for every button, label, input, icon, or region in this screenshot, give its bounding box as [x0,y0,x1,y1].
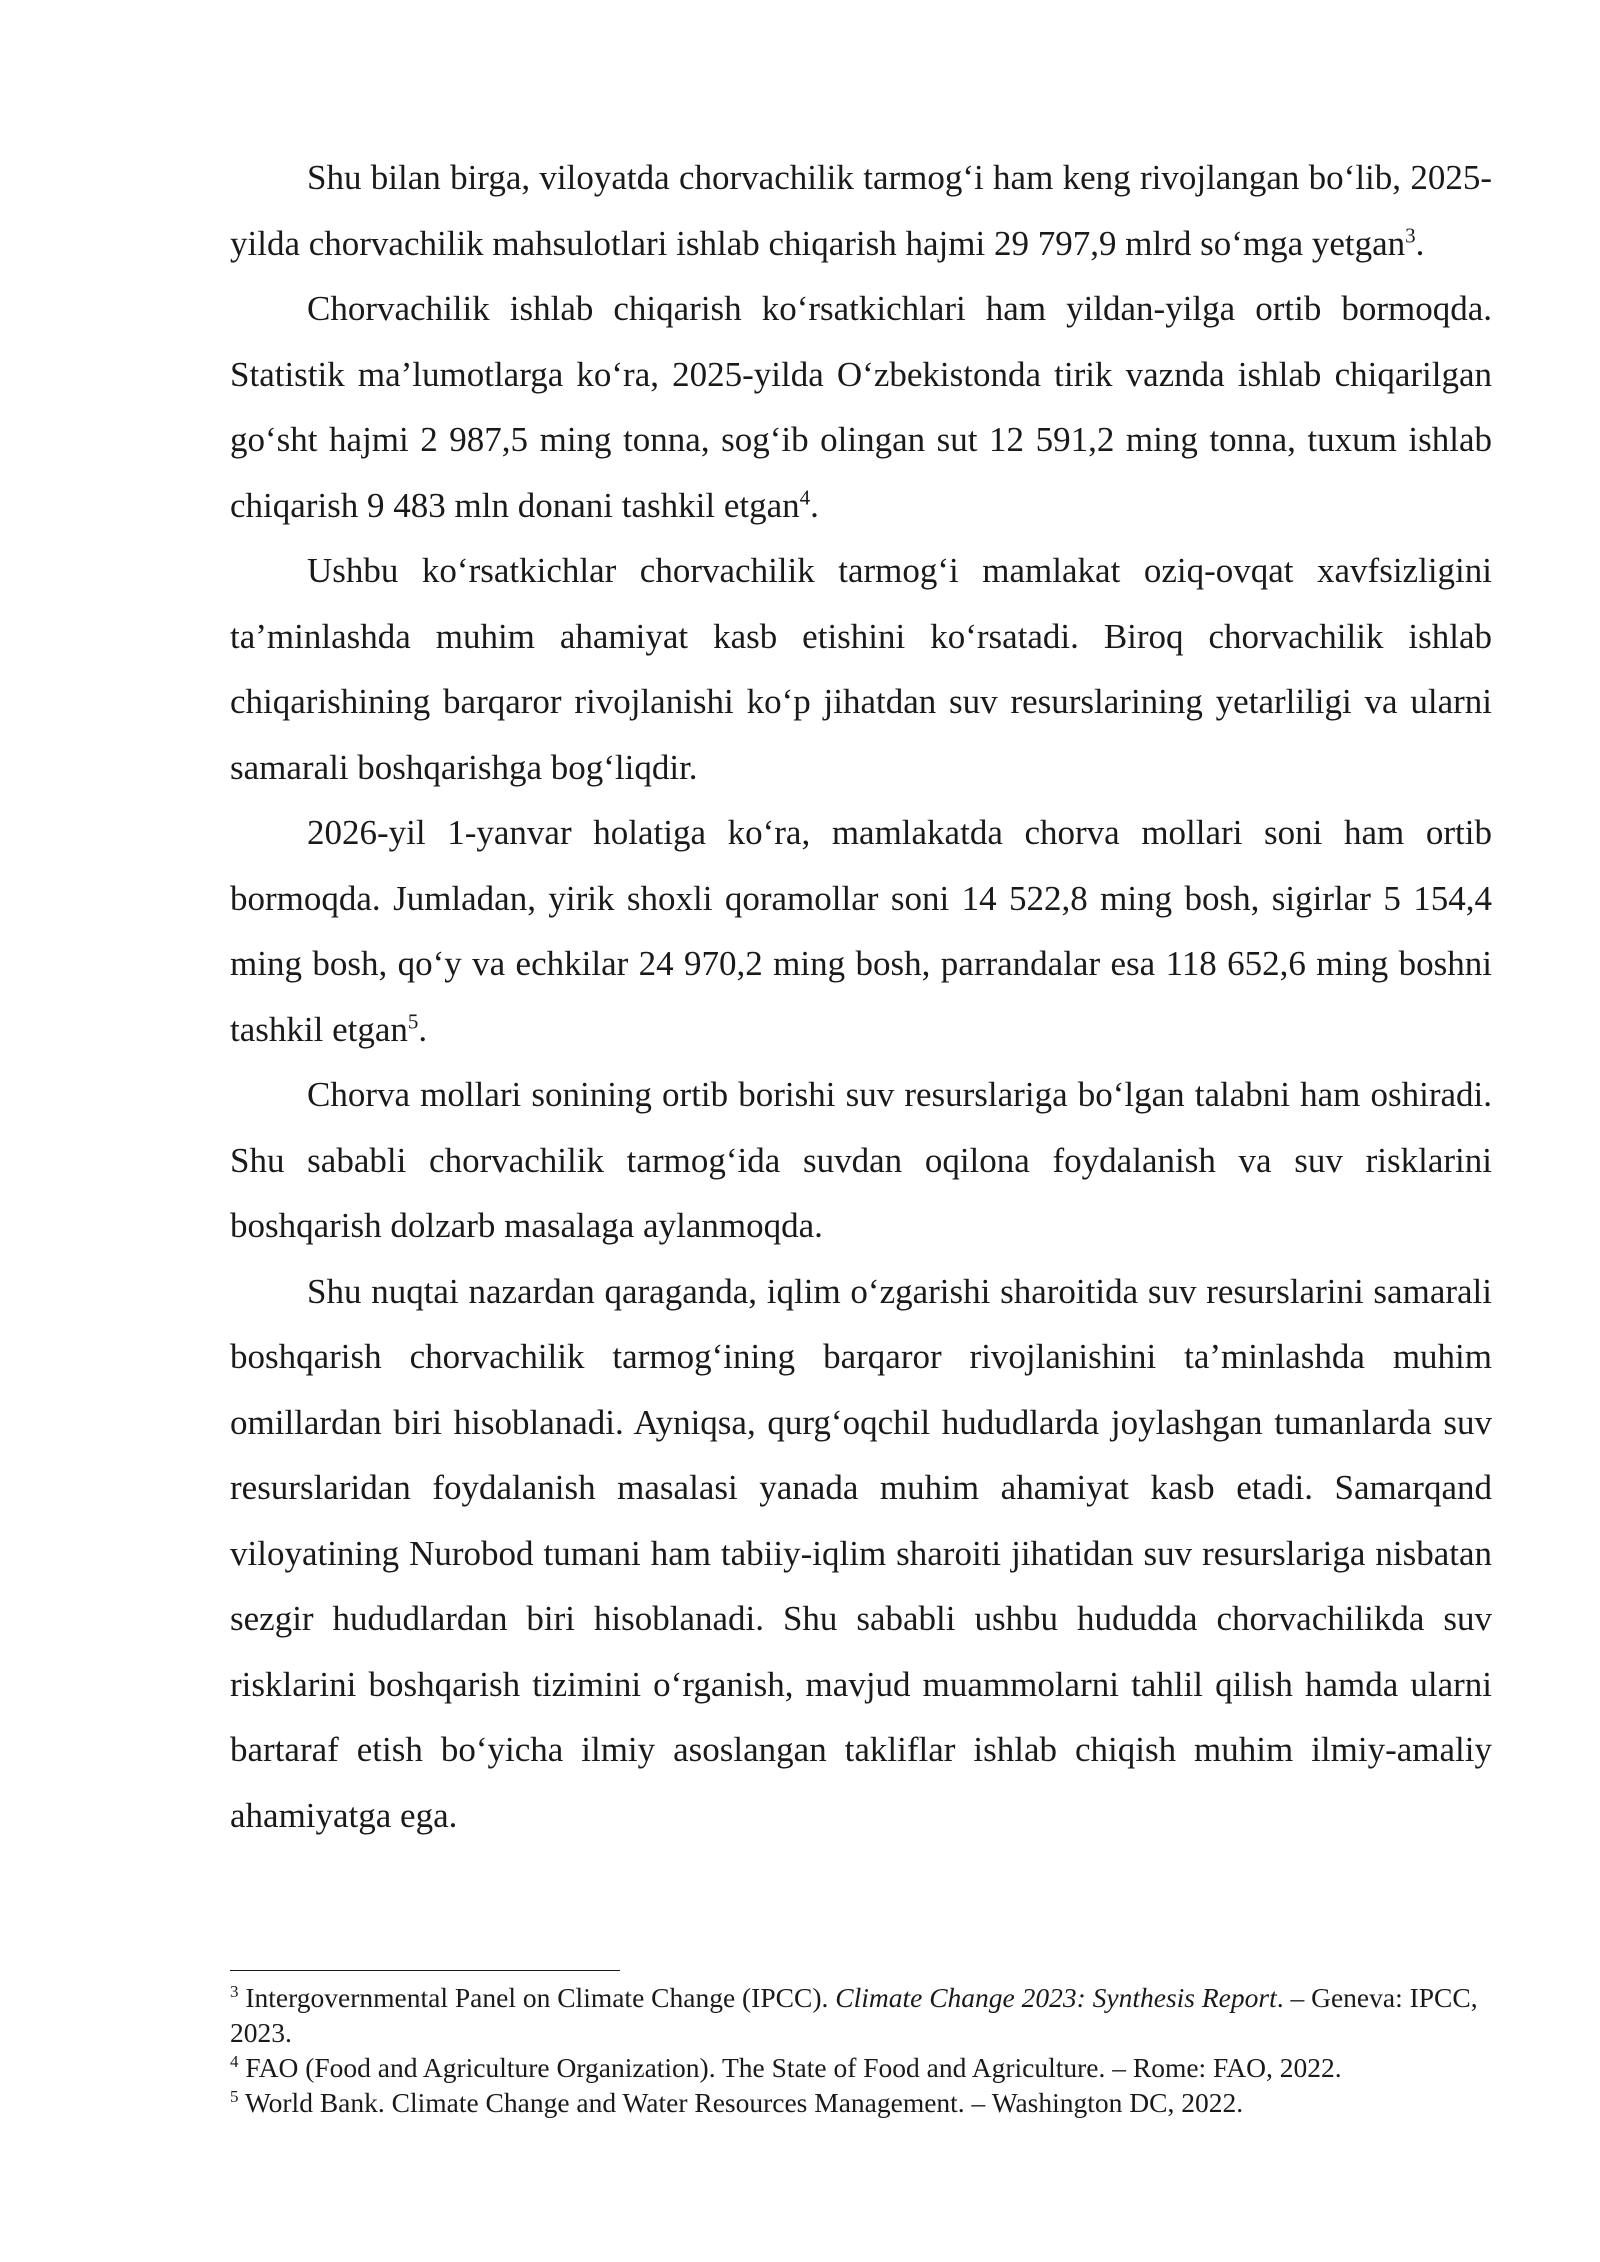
paragraph-1-tail: . [1415,223,1425,263]
paragraph-4 [230,800,1492,1062]
footnote-number: 5 [230,2086,239,2106]
paragraph-6 [230,1259,1492,1849]
footnotes [230,1980,1492,2120]
paragraph-2-tail: . [810,485,819,525]
footnote-3-tail: . – Geneva: IPCC, 2023. [230,1982,1478,2048]
footnote-4-text: FAO (Food and Agriculture Organization). The State of Food and Agriculture. – Rome: FAO, 2022. [245,2052,1342,2083]
paragraph-5-text: Chorva mollari sonining ortib borishi suv resurslariga bo‘lgan talabni ham oshiradi. Shu sababli chorvachilik tarmog‘ida suvdan oqilona foydalanish va suv risklarini boshqarish dolzarb masalaga aylanmoqda. [230,1075,1492,1245]
paragraph-2 [230,276,1492,538]
paragraph-3-text: Ushbu ko‘rsatkichlar chorvachilik tarmog‘i mamlakat oziq-ovqat xavfsizligini ta’minlashda muhim ahamiyat kasb etishini ko‘rsatadi. Biroq chorvachilik ishlab chiqarishining barqaror rivojlanishi ko‘p jihatdan suv resurslarining yetarliligi va ularni samarali boshqarishga bog‘liqdir. [230,551,1492,787]
paragraph-2-text: Chorvachilik ishlab chiqarish ko‘rsatkichlari ham yildan-yilga ortib bormoqda. Statistik ma’lumotlarga ko‘ra, 2025-yilda O‘zbekistonda tirik vaznda ishlab chiqarilgan go‘sht hajmi 2 987,5 ming tonna, sog‘ib olingan sut 12 591,2 ming tonna, tuxum ishlab chiqarish 9 483 mln donani tashkil etgan [230,289,1492,525]
footnote-ref-5[interactable]: 5 [407,1008,419,1033]
footnote-3-text: Intergovernmental Panel on Climate Change (IPCC). [245,1982,836,2013]
paragraph-4-text: 2026-yil 1-yanvar holatiga ko‘ra, mamlakatda chorva mollari soni ham ortib bormoqda. Jumladan, yirik shoxli qoramollar soni 14 522,8 ming bosh, sigirlar 5 154,4 ming bosh, qo‘y va echkilar 24 970,2 ming bosh, parrandalar esa 118 652,6 ming boshni tashkil etgan [230,813,1492,1049]
footnote-3 [230,1980,1492,2050]
footnote-3-title: Climate Change 2023: Synthesis Report [835,1982,1277,2013]
paragraph-5 [230,1062,1492,1259]
footnote-number: 4 [230,2051,239,2071]
footnote-ref-3[interactable]: 3 [1405,222,1416,247]
paragraph-4-tail: . [418,1009,428,1049]
footnote-number: 3 [230,1981,239,2001]
paragraph-1 [230,145,1492,276]
paragraph-3 [230,538,1492,800]
footnote-5 [230,2085,1492,2120]
paragraph-1-text: Shu bilan birga, viloyatda chorvachilik tarmog‘i ham keng rivojlangan bo‘lib, 2025-yilda chorvachilik mahsulotlari ishlab chiqarish hajmi 29 797,9 mlrd so‘mga yetgan [230,158,1492,263]
footnote-4 [230,2050,1492,2085]
footnote-ref-4[interactable]: 4 [799,484,811,509]
footnote-5-text: World Bank. Climate Change and Water Resources Management. – Washington DC, 2022. [244,2087,1244,2118]
document-body [230,145,1492,1848]
paragraph-6-text: Shu nuqtai nazardan qaraganda, iqlim o‘zgarishi sharoitida suv resurslarini samarali boshqarish chorvachilik tarmog‘ining barqaror rivojlanishini ta’minlashda muhim omillardan biri hisoblanadi. Ayniqsa, qurg‘oqchil hududlarda joylashgan tumanlarda suv resurslaridan foydalanish masalasi yanada muhim ahamiyat kasb etadi. Samarqand viloyatining Nurobod tumani ham tabiiy-iqlim sharoiti jihatidan suv resurslariga nisbatan sezgir hududlardan biri hisoblanadi. Shu sababli ushbu hududda chorvachilikda suv risklarini boshqarish tizimini o‘rganish, mavjud muammolarni tahlil qilish hamda ularni bartaraf etish bo‘yicha ilmiy asoslangan takliflar ishlab chiqish muhim ilmiy-amaliy ahamiyatga ega. [230,1271,1492,1835]
footnote-separator [230,1970,620,1971]
